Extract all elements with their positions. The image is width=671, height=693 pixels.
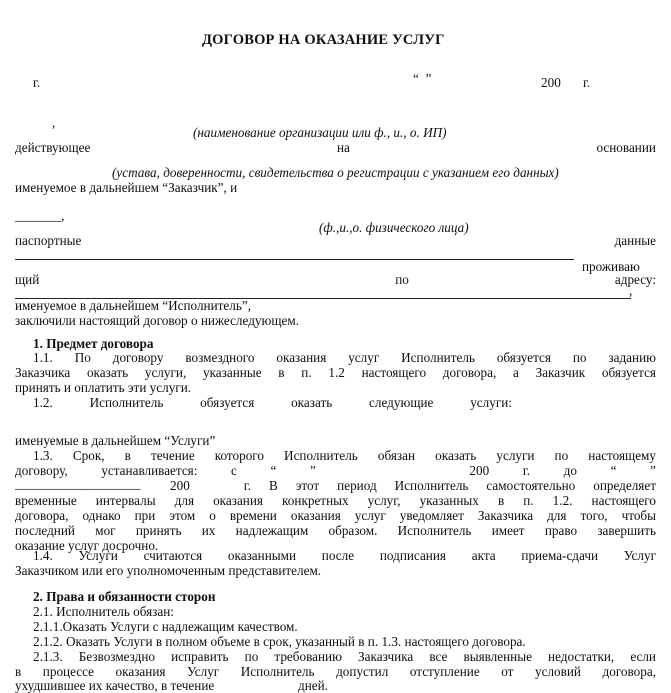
at-left: щий [15, 272, 40, 287]
p1-2-w1: Исполнитель [89, 395, 164, 410]
acting-left: действующее [15, 140, 91, 155]
p1-3-line4 [15, 493, 656, 508]
p1-3-w3: “ [270, 463, 277, 478]
passport-left: паспортные [15, 233, 82, 248]
section2-heading: 2. Права и обязанности сторон [33, 589, 216, 604]
at-mid: по [395, 272, 409, 287]
p1-1-line1 [33, 350, 656, 365]
p1-3-blank: ___________________ [15, 476, 141, 491]
p2-1-3-line3b: дней. [298, 678, 328, 693]
p2-1-2: 2.1.2. Оказать Услуги в полном объеме в срок, указанный в п. 1.3. настоящего договора. [33, 634, 526, 649]
customer-named: именуемое в дальнейшем “Заказчик”, и [15, 180, 238, 195]
p1-3-w5: 200 [469, 463, 490, 478]
passport-right: данные [614, 233, 656, 248]
p1-3-w6: г. [522, 463, 531, 478]
p1-3-line6-text: последний мог принять их надлежащим образом. Исполнитель имеет право завершить [15, 523, 656, 538]
at-right: адресу: [614, 272, 656, 287]
city-label: г. [33, 75, 41, 90]
year-suffix: г. [583, 75, 591, 90]
p2-1-3-line3a: ухудшившее их качество, в течение [15, 678, 215, 693]
passport-underline [15, 259, 574, 260]
p1-3-line6 [15, 523, 656, 538]
p2-1: 2.1. Исполнитель обязан: [33, 604, 174, 619]
acting-mid: на [336, 140, 350, 155]
person-hint: (ф.,и.,о. физического лица) [319, 220, 469, 235]
acting-line [15, 140, 656, 155]
concluded-text: заключили настоящий договор о нижеследующем. [15, 313, 299, 328]
passport-line [15, 233, 656, 248]
p1-3-line1 [33, 448, 656, 463]
p1-3-line7: оказание услуг досрочно. [15, 538, 159, 553]
p1-3-line4-text: временные интервалы для оказания конкретных услуг, указанных в п. 1.2. настоящего [15, 493, 656, 508]
p1-3-w4: ” [309, 463, 316, 478]
p1-2-w2: обязуется [200, 395, 255, 410]
p2-1-3-line2 [15, 664, 656, 679]
p2-1-3-line1-text: 2.1.3. Безвозмездно исправить по требованию Заказчика все выявленные недостатки, если [33, 649, 656, 664]
p2-1-1: 2.1.1.Оказать Услуги с надлежащим качеством. [33, 619, 298, 634]
p2-1-3-line2-text: в процессе оказания Услуг Исполнитель допустил отступление от условий договора, [15, 664, 656, 679]
p1-2-w5: услуги: [470, 395, 512, 410]
comma-mark: , [52, 115, 56, 130]
p1-3-line3 [170, 478, 656, 493]
p1-4-line2: Заказчиком или его уполномоченным представителем. [15, 563, 322, 578]
blank-comma: _______, [15, 208, 65, 223]
p1-3-w7: до [563, 463, 577, 478]
p1-3-w1: устанавливается: [101, 463, 198, 478]
p1-1-line2 [15, 365, 656, 380]
p1-3-w9: ” [650, 463, 656, 478]
p1-1-line2-text: Заказчика оказать услуги, указанные в п. 1.2 настоящего договора, а Заказчик обязуется [15, 365, 656, 380]
residing-label: проживаю [582, 259, 640, 274]
document-title: ДОГОВОР НА ОКАЗАНИЕ УСЛУГ [202, 32, 445, 48]
p1-3-line5 [15, 508, 656, 523]
p1-3-line5-text: договора, однако при этом о времени оказания услуг уведомляет Заказчика для того, чтобы [15, 508, 656, 523]
section1-heading: 1. Предмет договора [33, 336, 154, 351]
p1-1-line3: принять и оплатить эти услуги. [15, 380, 192, 395]
contractor-named: именуемое в дальнейшем “Исполнитель”, [15, 298, 252, 313]
p1-2-w0: 1.2. [33, 395, 53, 410]
p1-4-line1 [33, 548, 656, 563]
p1-2-line [33, 395, 512, 410]
p1-3-w8: “ [610, 463, 617, 478]
p1-3-w2: с [231, 463, 237, 478]
org-hint: (наименование организации или ф., и., о. ИП) [193, 125, 447, 140]
p2-1-3-line1 [33, 649, 656, 664]
address-line [15, 272, 656, 287]
basis-hint: (устава, доверенности, свидетельства о регистрации с указанием его данных) [112, 165, 559, 180]
year-value: 200 [541, 75, 561, 90]
p1-1-line1-text: 1.1. По договору возмездного оказания услуг Исполнитель обязуется по заданию [33, 350, 656, 365]
p1-3-line1-text: 1.3. Срок, в течение которого Исполнитель обязан оказать услуги по настоящему [33, 448, 656, 463]
p1-2-w4: следующие [369, 395, 434, 410]
p1-4-line1-text: 1.4. Услуги считаются оказанными после подписания акта приема-сдачи Услуг [33, 548, 656, 563]
date-quotes: “ ” [413, 71, 432, 86]
p1-2-w3: оказать [291, 395, 333, 410]
p1-3-line3-text: 200 г. В этот период Исполнитель самостоятельно определяет [170, 478, 656, 493]
acting-right: основании [596, 140, 656, 155]
trailing-comma: , [629, 283, 633, 298]
services-named: именуемые в дальнейшем “Услуги” [15, 433, 216, 448]
p1-3-w0: договору, [15, 463, 68, 478]
